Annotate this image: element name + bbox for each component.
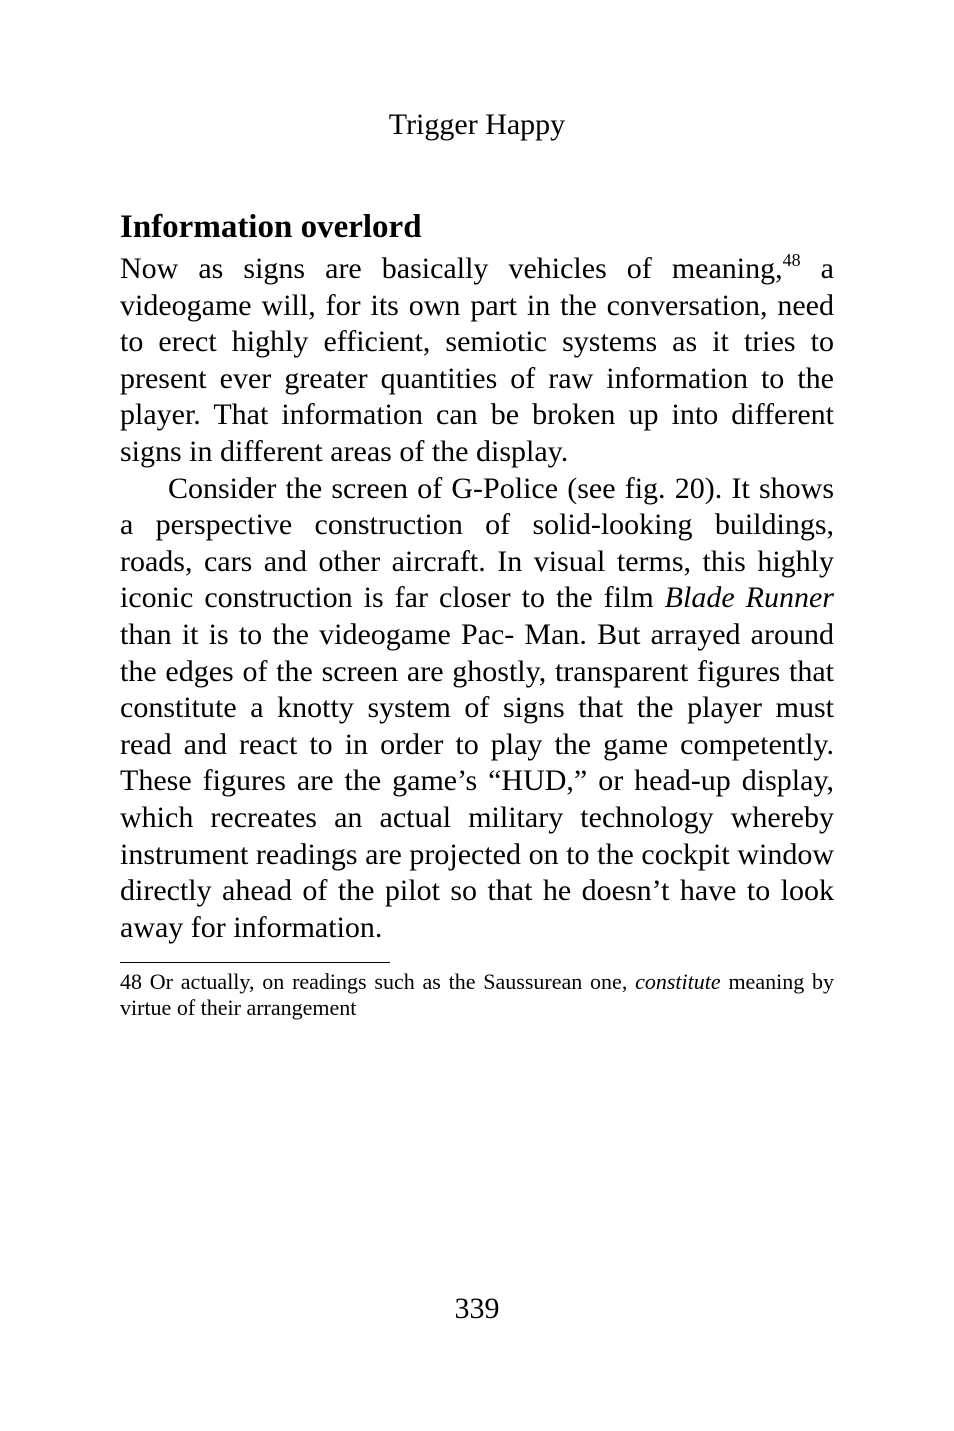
body-paragraph: [120, 471, 834, 947]
footnote: [120, 969, 834, 1021]
paragraph-text: a videogame will, for its own part in the conversation, need to erect highly efficient, semiotic systems as it tries to present ever greater quantities of raw information to the player. That information can be broken up into different signs in different areas of the display.: [120, 252, 834, 468]
footnote-divider: [120, 962, 390, 963]
footnote-text: meaning by virtue of their arrangement: [120, 969, 834, 1021]
paragraph-text: Consider the screen of G-Police (see fig. 20). It shows a perspective construction of solid-looking buildings, roads, cars and other aircraft. In visual terms, this highly iconic construction is far closer to the film: [120, 471, 834, 615]
page-number: 339: [454, 1292, 500, 1325]
footnote-emphasis: constitute: [635, 969, 721, 995]
footnote-text: 48 Or actually, on readings such as the Saussurean one,: [120, 969, 636, 995]
film-title: Blade Runner: [664, 581, 834, 615]
paragraph-text: than it is to the videogame Pac- Man. But arrayed around the edges of the screen are ghostly, transparent figures that constitute a knotty system of signs that the player must read and react to in order to play the game competently. These figures are the game’s “HUD,” or head-up display, which recreates an actual military technology whereby instrument readings are projected on to the cockpit window directly ahead of the pilot so that he doesn’t have to look away for information.: [120, 617, 834, 944]
section-heading: Information overlord: [120, 209, 422, 245]
body-paragraph: [120, 251, 834, 471]
running-header: Trigger Happy: [388, 108, 566, 141]
page-content: [120, 205, 834, 1021]
paragraph-text: Now as signs are basically vehicles of meaning,: [120, 252, 783, 285]
footnote-reference[interactable]: 48: [782, 250, 801, 270]
